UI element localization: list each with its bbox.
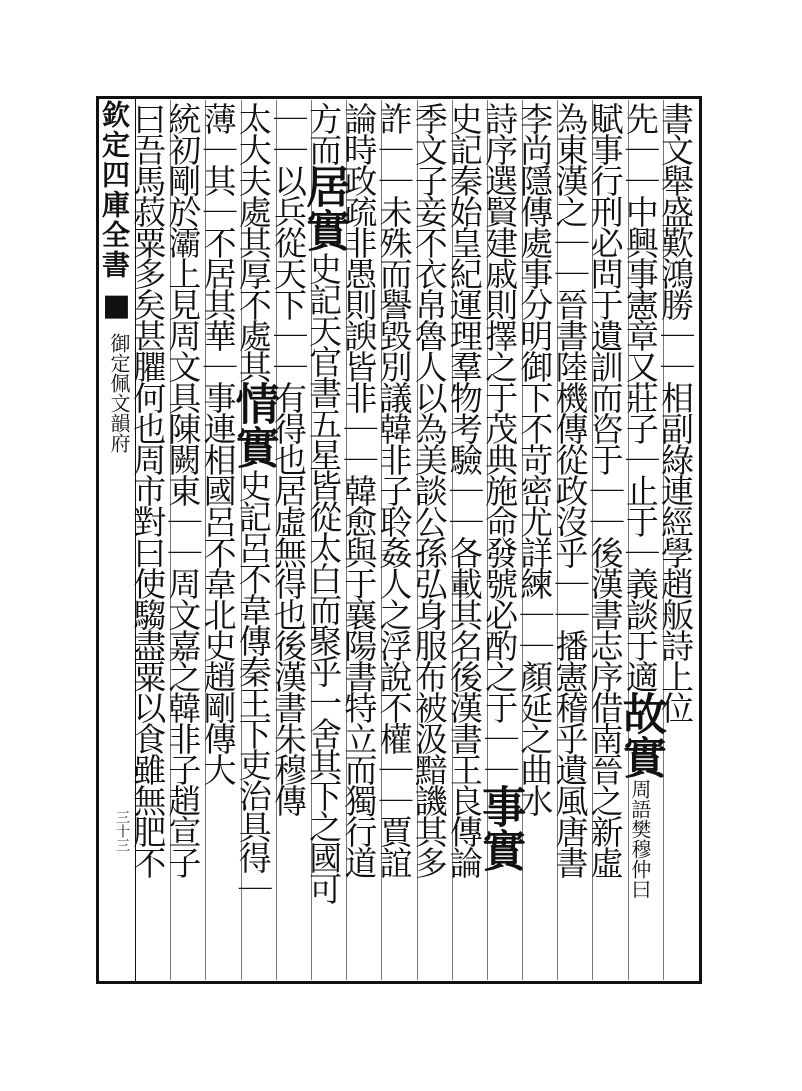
text-column <box>227 100 279 980</box>
text-body <box>128 100 698 980</box>
text-column <box>409 100 452 980</box>
text-segment: 書文舉盛歎鴻勝｜｜相副綠連經學趙舨詩上位 <box>656 102 695 722</box>
text-column <box>198 100 240 980</box>
text-column <box>550 100 592 980</box>
text-segment: 詐｜｜未殊而譽毀別議韓非子聆姦人之浮說不權｜｜賈誼 <box>374 102 414 877</box>
text-segment: 曰吾馬菽粟多矣甚臞何也周市對曰使騶盡粟以食雖無肥不 <box>128 102 168 877</box>
text-segment: 論時政疏非愚則諛皆非｜｜韓愈與于襄陽書特立而獨行道 <box>339 102 379 877</box>
text-column <box>656 100 698 980</box>
separator-block: ■ <box>99 288 134 325</box>
bottom-strip <box>96 988 702 998</box>
text-column <box>268 100 311 980</box>
book-subtitle: 御定佩文韻府 <box>107 333 131 453</box>
text-column <box>585 100 627 980</box>
headword: 事實 <box>474 784 526 872</box>
text-segment: 詩序選賢建戚則擇之于茂典施命發號必酌之于｜｜ <box>480 102 520 784</box>
text-segment: 方而 <box>304 102 344 164</box>
text-column <box>614 100 666 980</box>
text-column <box>444 100 487 980</box>
text-column <box>374 100 416 980</box>
text-segment: 史記秦始皇紀運理羣物考驗｜｜各載其名後漢書王良傳論 <box>444 102 484 877</box>
text-segment: 季文子妾不衣帛魯人以為美談公孫弘身服布被汲黯譏其多 <box>409 102 449 877</box>
text-segment: 史記呂不韋傳秦王下吏治具得｜ <box>233 469 273 903</box>
text-segment: 李尚隱傳處事分明御下不苛密尤詳練｜｜顏延之曲水 <box>515 102 555 815</box>
headword-note: 周語樊穆仲曰 <box>627 779 652 899</box>
headword: 居實 <box>298 164 350 252</box>
text-column <box>163 100 205 980</box>
text-segment: 賦事行刑必問于遺訓而咨于｜｜後漢書志序借南晉之新虛 <box>585 102 625 877</box>
text-column <box>339 100 381 980</box>
headword: 情實 <box>227 381 279 469</box>
text-segment: 統初剛於灞上見周文具陳闕東｜｜周文嘉之韓非子趙宣子 <box>163 102 203 877</box>
text-column <box>128 100 170 980</box>
page-number: 三十三 <box>114 810 130 852</box>
text-segment: 史記天官書五星皆從太白而聚乎一舍其下之國可 <box>304 252 344 903</box>
headword: 故實 <box>614 691 666 779</box>
text-segment: 太大夫處其厚不處其 <box>233 102 273 381</box>
text-segment: ｜｜以兵從天下｜｜有得也居虛無得也後漢書朱穆傳 <box>268 102 308 815</box>
text-column <box>515 100 557 980</box>
text-column <box>474 100 526 980</box>
text-segment: 先｜｜中興事憲章又莊子｜止于｜義談于適 <box>620 102 660 691</box>
text-segment: 為東漢之｜｜晉書陸機傳從政沒乎｜｜播憲稽乎遺風唐書 <box>550 102 590 877</box>
text-column <box>298 100 350 980</box>
text-segment: 薄｜其｜不居其華｜事連相國呂不韋北史趙剛傳大 <box>198 102 238 784</box>
book-title: 欽定四庫全書 <box>98 100 131 280</box>
